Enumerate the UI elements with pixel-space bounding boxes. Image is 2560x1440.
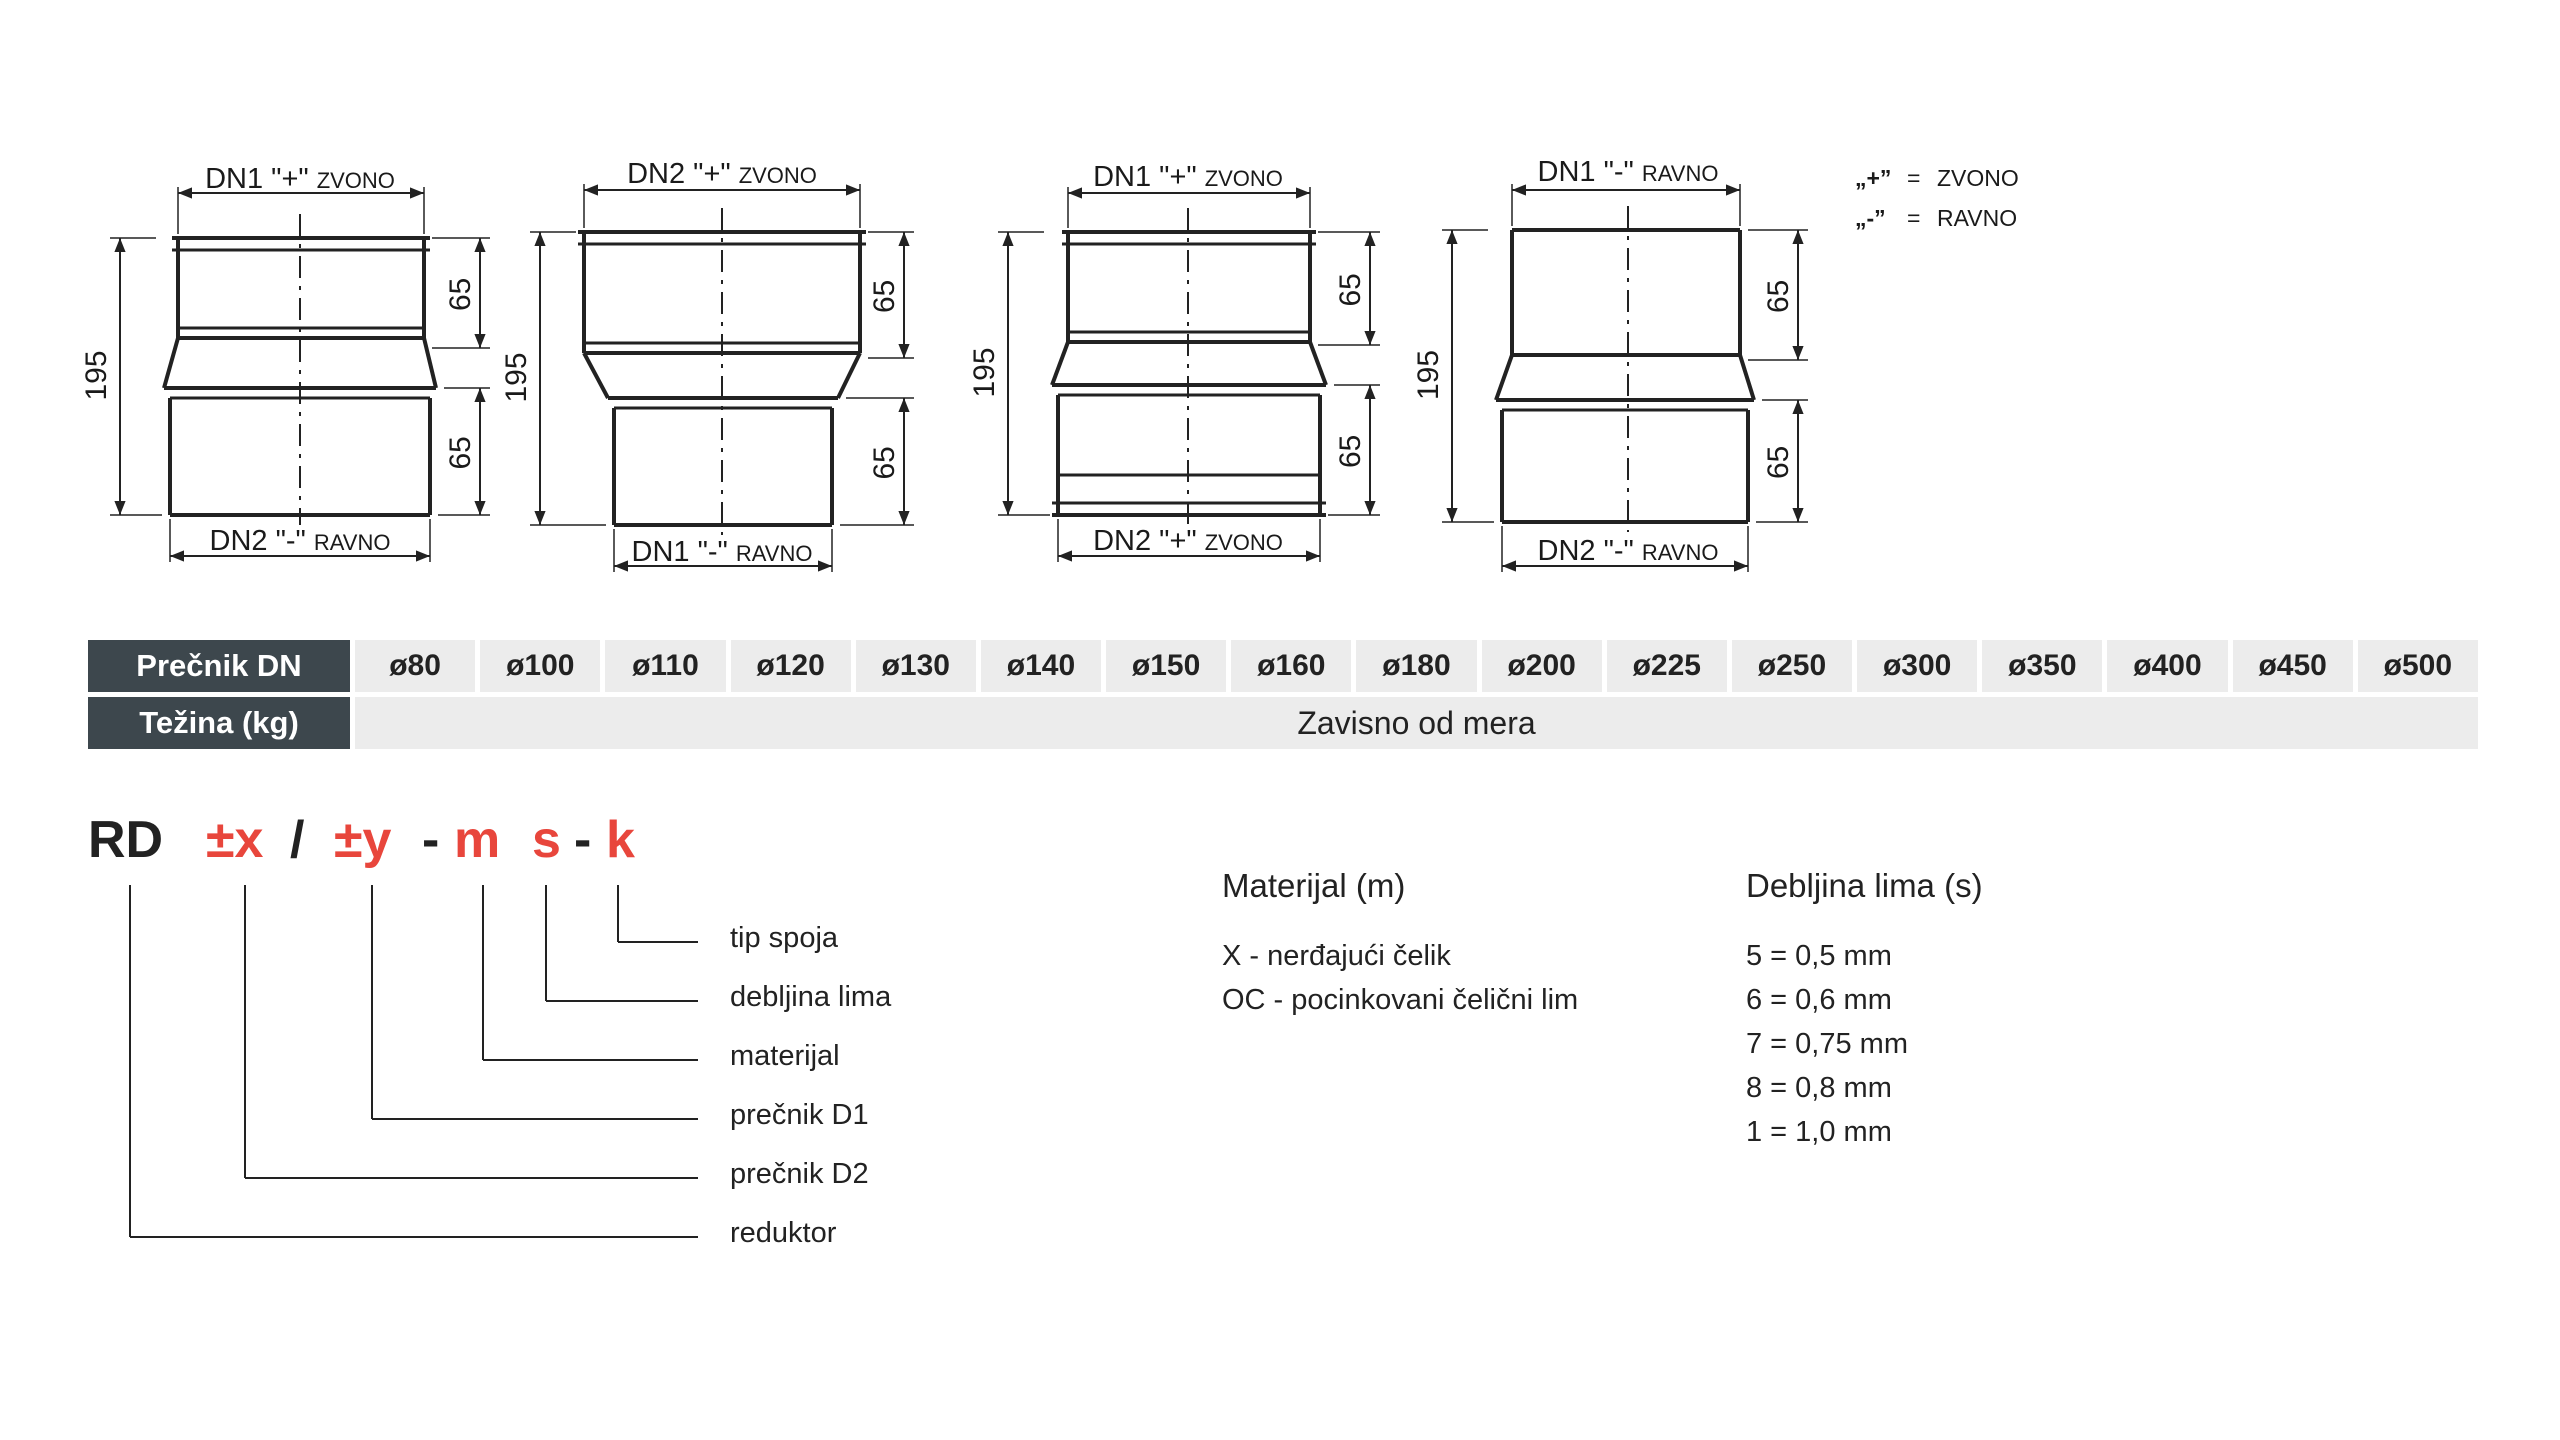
material-item: OC - pocinkovani čelični lim [1222, 984, 1579, 1016]
bottom-height-value: 65 [868, 446, 901, 480]
bottom-dimension-label [210, 525, 391, 557]
thickness-item: 8 = 0,8 mm [1746, 1072, 1892, 1104]
diameter-cell: ø150 [1106, 640, 1226, 692]
diameter-cell: ø300 [1857, 640, 1977, 692]
dn-label: DN2 "+" [1093, 525, 1197, 557]
dn-label: DN1 "+" [1093, 161, 1197, 193]
code-dash: - [422, 811, 440, 869]
diameter-cell: ø130 [856, 640, 976, 692]
code-prefix: RD [88, 811, 164, 869]
legend-symbol: „+” [1855, 165, 1892, 191]
thickness-item: 1 = 1,0 mm [1746, 1116, 1892, 1148]
label-materijal: materijal [730, 1040, 840, 1072]
diameter-cell: ø200 [1482, 640, 1602, 692]
bottom-height-value: 65 [1334, 434, 1367, 468]
material-item: X - nerđajući čelik [1222, 940, 1451, 972]
code-y: ±y [334, 811, 392, 869]
top-height-value: 65 [444, 277, 477, 311]
thickness-item: 7 = 0,75 mm [1746, 1028, 1908, 1060]
spec-table [88, 640, 2478, 754]
dn-label: DN2 "-" [209, 525, 306, 557]
top-dimension-label [1538, 156, 1719, 188]
code-m: m [454, 811, 501, 869]
diameter-cell: ø400 [2107, 640, 2227, 692]
weight-value: Zavisno od mera [355, 697, 2478, 749]
code-slash: / [290, 811, 305, 869]
material-title: Materijal (m) [1222, 867, 1406, 904]
label-precnik-d1: prečnik D1 [730, 1099, 869, 1131]
top-height-value: 65 [1334, 273, 1367, 307]
dn-label: DN1 "+" [205, 163, 309, 195]
total-height-value: 195 [1412, 349, 1445, 400]
joint-type-label: RAVNO [1641, 161, 1719, 186]
bottom-dimension-label [632, 536, 813, 568]
diameter-cell: ø450 [2233, 640, 2353, 692]
label-tip-spoja: tip spoja [730, 922, 839, 954]
diameter-cell: ø500 [2358, 640, 2478, 692]
code-dash: - [574, 811, 592, 869]
label-precnik-d2: prečnik D2 [730, 1158, 869, 1190]
bottom-dimension-label [1538, 535, 1719, 567]
dn-label: DN2 "+" [627, 158, 731, 190]
diameter-cell: ø350 [1982, 640, 2102, 692]
reducer-drawing [1412, 156, 1808, 572]
legend-equals: = [1907, 165, 1921, 191]
joint-type-label: ZVONO [1204, 530, 1283, 555]
legend-equals: = [1907, 205, 1921, 231]
joint-type-label: RAVNO [735, 541, 813, 566]
diameter-cell: ø225 [1607, 640, 1727, 692]
legend-item-minus [1855, 198, 2019, 238]
thickness-item: 5 = 0,5 mm [1746, 940, 1892, 972]
joint-type-label: ZVONO [316, 168, 395, 193]
diameter-cell: ø80 [355, 640, 475, 692]
legend-meaning: ZVONO [1937, 165, 2019, 191]
top-dimension-label [205, 163, 395, 195]
diameter-row [88, 640, 2478, 692]
joint-type-label: ZVONO [1204, 166, 1283, 191]
weight-row [88, 697, 2478, 749]
reducer-drawing [500, 158, 914, 572]
bottom-dimension-label [1093, 525, 1283, 557]
dn-label: DN2 "-" [1537, 535, 1634, 567]
top-height-value: 65 [868, 279, 901, 313]
diameter-cell: ø180 [1356, 640, 1476, 692]
legend [1855, 158, 2019, 238]
thickness-title: Debljina lima (s) [1746, 867, 1983, 904]
diameter-cell: ø120 [731, 640, 851, 692]
top-dimension-label [1093, 161, 1283, 193]
bottom-height-value: 65 [1762, 445, 1795, 479]
bottom-height-value: 65 [444, 436, 477, 470]
top-dimension-label [627, 158, 817, 190]
diameter-cell: ø160 [1231, 640, 1351, 692]
thickness-item: 6 = 0,6 mm [1746, 984, 1892, 1016]
legend-item-plus [1855, 158, 2019, 198]
joint-type-label: RAVNO [313, 530, 391, 555]
dn-label: DN1 "-" [1537, 156, 1634, 188]
reducer-drawing [80, 163, 490, 562]
total-height-value: 195 [80, 350, 113, 401]
top-height-value: 65 [1762, 279, 1795, 313]
joint-type-label: ZVONO [738, 163, 817, 188]
reducer-drawing [968, 161, 1380, 562]
code-k: k [606, 811, 635, 869]
code-leader-lines [130, 885, 698, 1237]
label-debljina-lima: debljina lima [730, 981, 892, 1013]
code-x: ±x [206, 811, 264, 869]
reducer-outline [1496, 230, 1754, 522]
dn-label: DN1 "-" [631, 536, 728, 568]
code-s: s [532, 811, 561, 869]
legend-symbol: „-” [1855, 205, 1886, 231]
joint-type-label: RAVNO [1641, 540, 1719, 565]
diameter-cell: ø100 [480, 640, 600, 692]
weight-header: Težina (kg) [88, 697, 350, 749]
diameter-cell: ø140 [981, 640, 1101, 692]
diameter-cell: ø250 [1732, 640, 1852, 692]
total-height-value: 195 [500, 352, 533, 403]
total-height-value: 195 [968, 347, 1001, 398]
label-reduktor: reduktor [730, 1217, 837, 1249]
diameter-cell: ø110 [605, 640, 725, 692]
diameter-cells [355, 640, 2478, 692]
diameter-header: Prečnik DN [88, 640, 350, 692]
legend-meaning: RAVNO [1937, 205, 2018, 231]
